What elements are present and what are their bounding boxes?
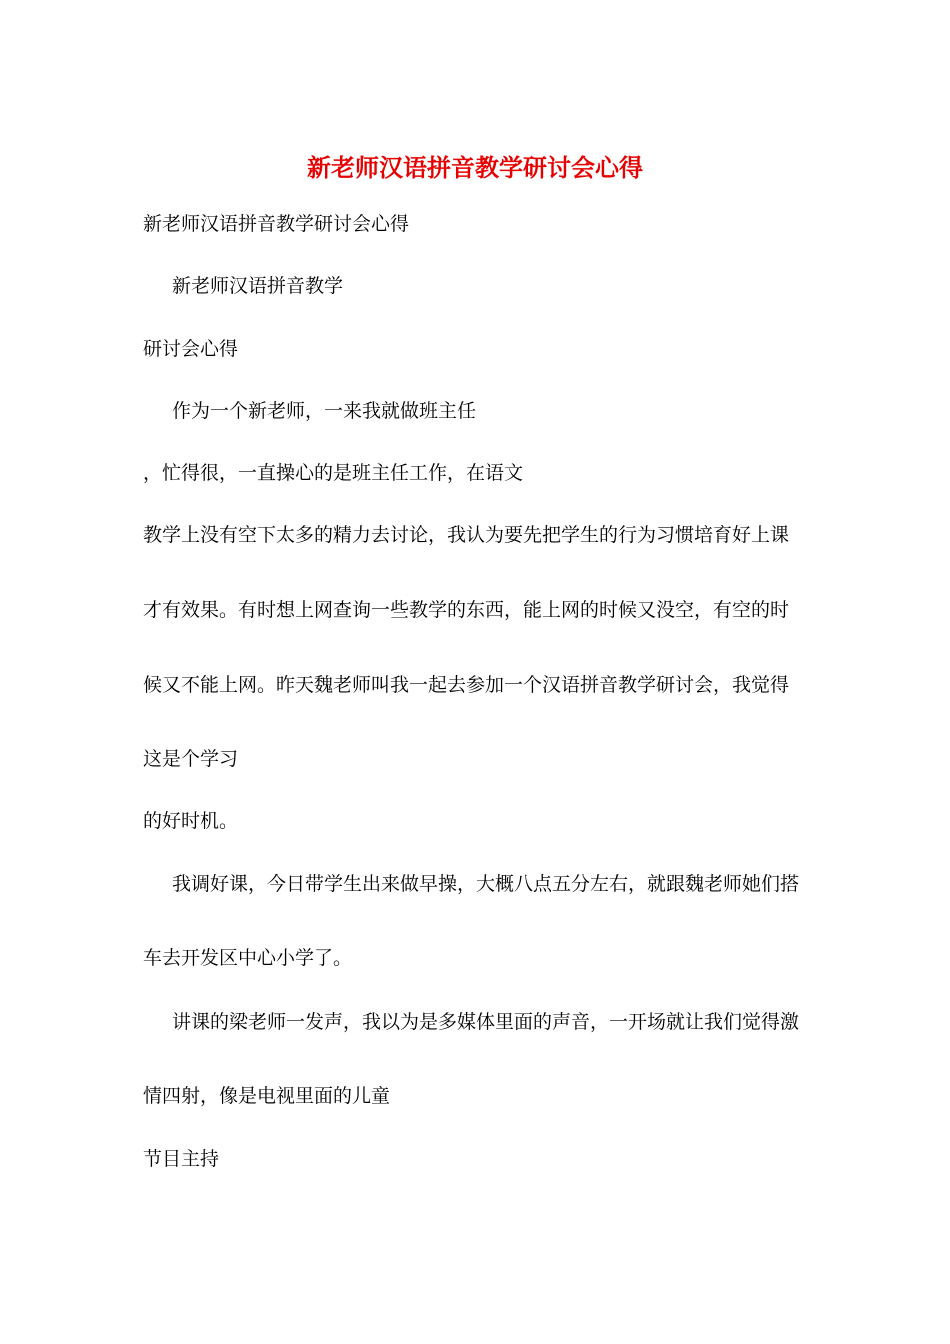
paragraph-line: 这是个学习 <box>143 748 239 770</box>
paragraph-line: 情四射，像是电视里面的儿童 <box>143 1085 391 1107</box>
paragraph-line: 研讨会心得 <box>143 338 239 360</box>
paragraph-line: 车去开发区中心小学了。 <box>143 947 353 969</box>
paragraph-line: ，忙得很，一直操心的是班主任工作，在语文 <box>143 462 524 484</box>
paragraph-line: 新老师汉语拼音教学 <box>172 275 344 297</box>
paragraph-line: 我调好课，今日带学生出来做早操，大概八点五分左右，就跟魏老师她们搭 <box>172 873 800 895</box>
document-title: 新老师汉语拼音教学研讨会心得 <box>307 153 643 182</box>
paragraph-line: 作为一个新老师，一来我就做班主任 <box>172 400 477 422</box>
paragraph-line: 新老师汉语拼音教学研讨会心得 <box>143 213 410 235</box>
paragraph-line: 的好时机。 <box>143 810 239 832</box>
paragraph-line: 教学上没有空下太多的精力去讨论，我认为要先把学生的行为习惯培育好上课 <box>143 524 790 546</box>
paragraph-line: 节目主持 <box>143 1148 220 1170</box>
paragraph-line: 讲课的梁老师一发声，我以为是多媒体里面的声音，一开场就让我们觉得激 <box>172 1011 800 1033</box>
paragraph-line: 才有效果。有时想上网查询一些教学的东西，能上网的时候又没空，有空的时 <box>143 599 790 621</box>
paragraph-line: 候又不能上网。昨天魏老师叫我一起去参加一个汉语拼音教学研讨会，我觉得 <box>143 674 790 696</box>
